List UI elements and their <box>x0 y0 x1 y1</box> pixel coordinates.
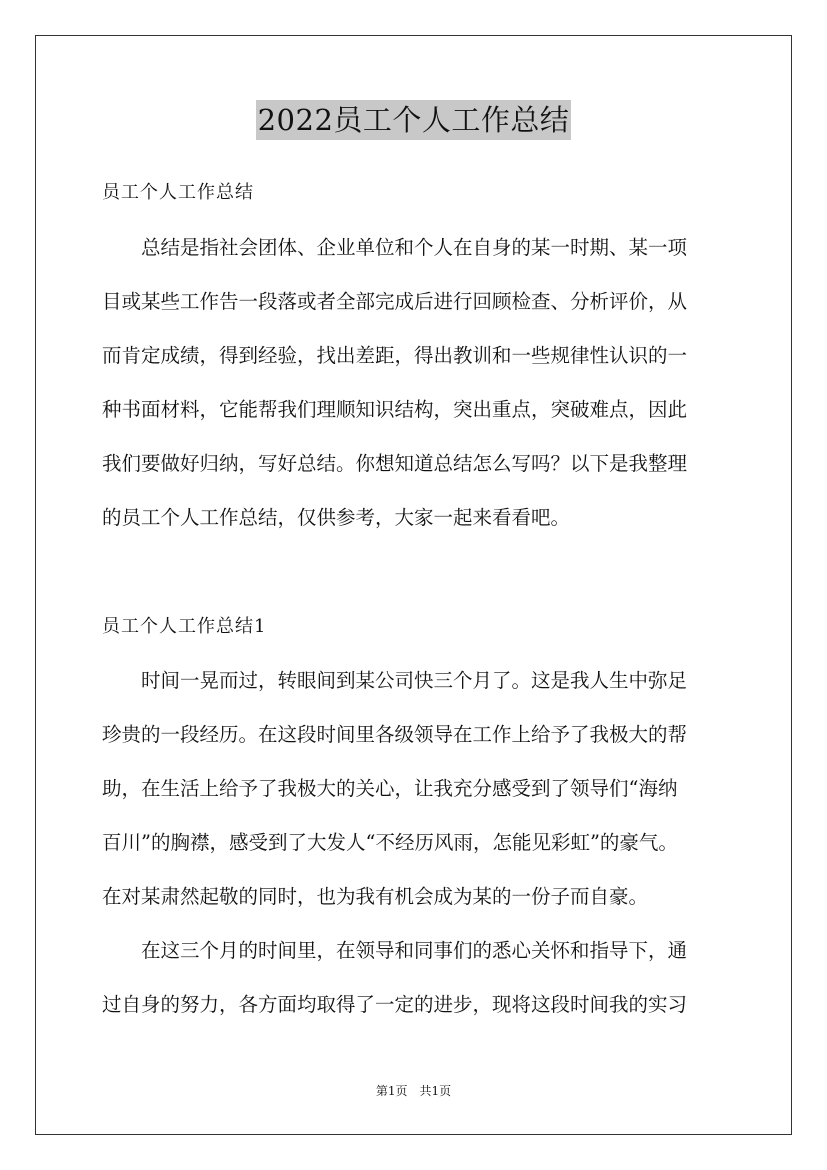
section1-line: 百川”的胸襟，感受到了大发人“不经历风雨，怎能见彩虹”的豪气。 <box>102 831 678 854</box>
intro-line: 而肯定成绩，得到经验，找出差距，得出教训和一些规律性认识的一 <box>102 344 688 367</box>
intro-line: 目或某些工作告一段落或者全部完成后进行回顾检查、分析评价，从 <box>102 290 688 313</box>
title-wrapper <box>0 100 827 140</box>
intro-line: 的员工个人工作总结，仅供参考，大家一起来看看吧。 <box>102 506 571 529</box>
page-footer: 第1页 共1页 <box>375 1084 452 1098</box>
section1-line: 在这三个月的时间里，在领导和同事们的悉心关怀和指导下，通 <box>102 939 688 962</box>
document-title: 2022员工个人工作总结 <box>256 100 572 140</box>
section1-line: 珍贵的一段经历。在这段时间里各级领导在工作上给予了我极大的帮 <box>102 723 688 746</box>
intro-line: 总结是指社会团体、企业单位和个人在自身的某一时期、某一项 <box>102 236 688 259</box>
section1-line: 过自身的努力，各方面均取得了一定的进步，现将这段时间我的实习 <box>102 993 688 1016</box>
intro-heading: 员工个人工作总结 <box>102 182 254 203</box>
section-heading-1: 员工个人工作总结1 <box>102 616 267 637</box>
section1-line: 在对某肃然起敬的同时，也为我有机会成为某的一份子而自豪。 <box>102 885 649 908</box>
section1-line: 助，在生活上给予了我极大的关心，让我充分感受到了领导们“海纳 <box>102 777 678 800</box>
intro-line: 种书面材料，它能帮我们理顺知识结构，突出重点，突破难点，因此 <box>102 398 688 421</box>
section1-line: 时间一晃而过，转眼间到某公司快三个月了。这是我人生中弥足 <box>102 669 688 692</box>
intro-line: 我们要做好归纳，写好总结。你想知道总结怎么写吗？以下是我整理 <box>102 452 688 475</box>
